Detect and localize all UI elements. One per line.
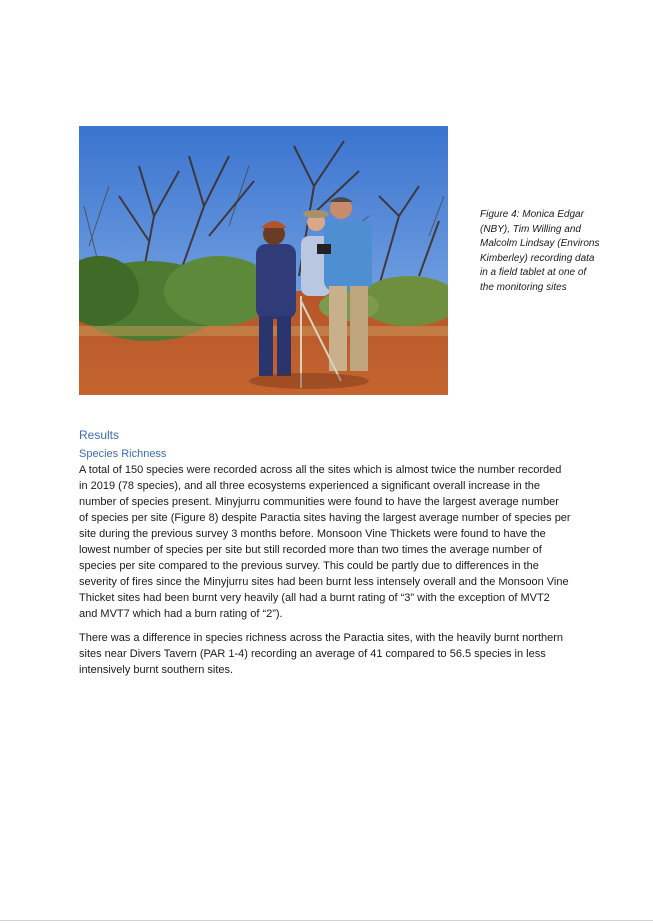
figure-caption: Figure 4: Monica Edgar (NBY), Tim Willing and Malcolm Lindsay (Environs Kimberley) recording data in a field tablet at one of the monitoring sites — [480, 209, 600, 293]
body-paragraph-1: A total of 150 species were recorded across all the sites which is almost twice the number recorded in 2019 (78 species), and all three ecosystems experienced a significant overall increase in the number of species present. Minyjurru communities were found to have the largest average number of species per site (Figure 8) despite Paractia sites having the largest average number of species per site during the previous survey 3 months before. Monsoon Vine Thickets were found to have the lowest number of species per site but still recorded more than two times the average number of species per site compared to the previous survey. This could be partly due to differences in the severity of fires since the Minyjurru sites had been burnt less intensely overall and the Monsoon Vine Thicket sites had been burnt very heavily (all had a burnt rating of “3” with the exception of MVT2 and MVT7 which had a burn rating of “2”). — [79, 464, 571, 620]
body-paragraph-2: There was a difference in species richness across the Paractia sites, with the heavily burnt northern sites near Divers Tavern (PAR 1-4) recording an average of 41 compared to 56.5 species in less intensively burnt southern sites. — [79, 632, 564, 676]
species-richness-heading: Species Richness — [79, 448, 167, 460]
results-heading: Results — [79, 428, 120, 442]
field-photo-illustration — [79, 126, 448, 395]
page-bottom-border — [0, 920, 653, 921]
field-photo — [79, 126, 448, 395]
